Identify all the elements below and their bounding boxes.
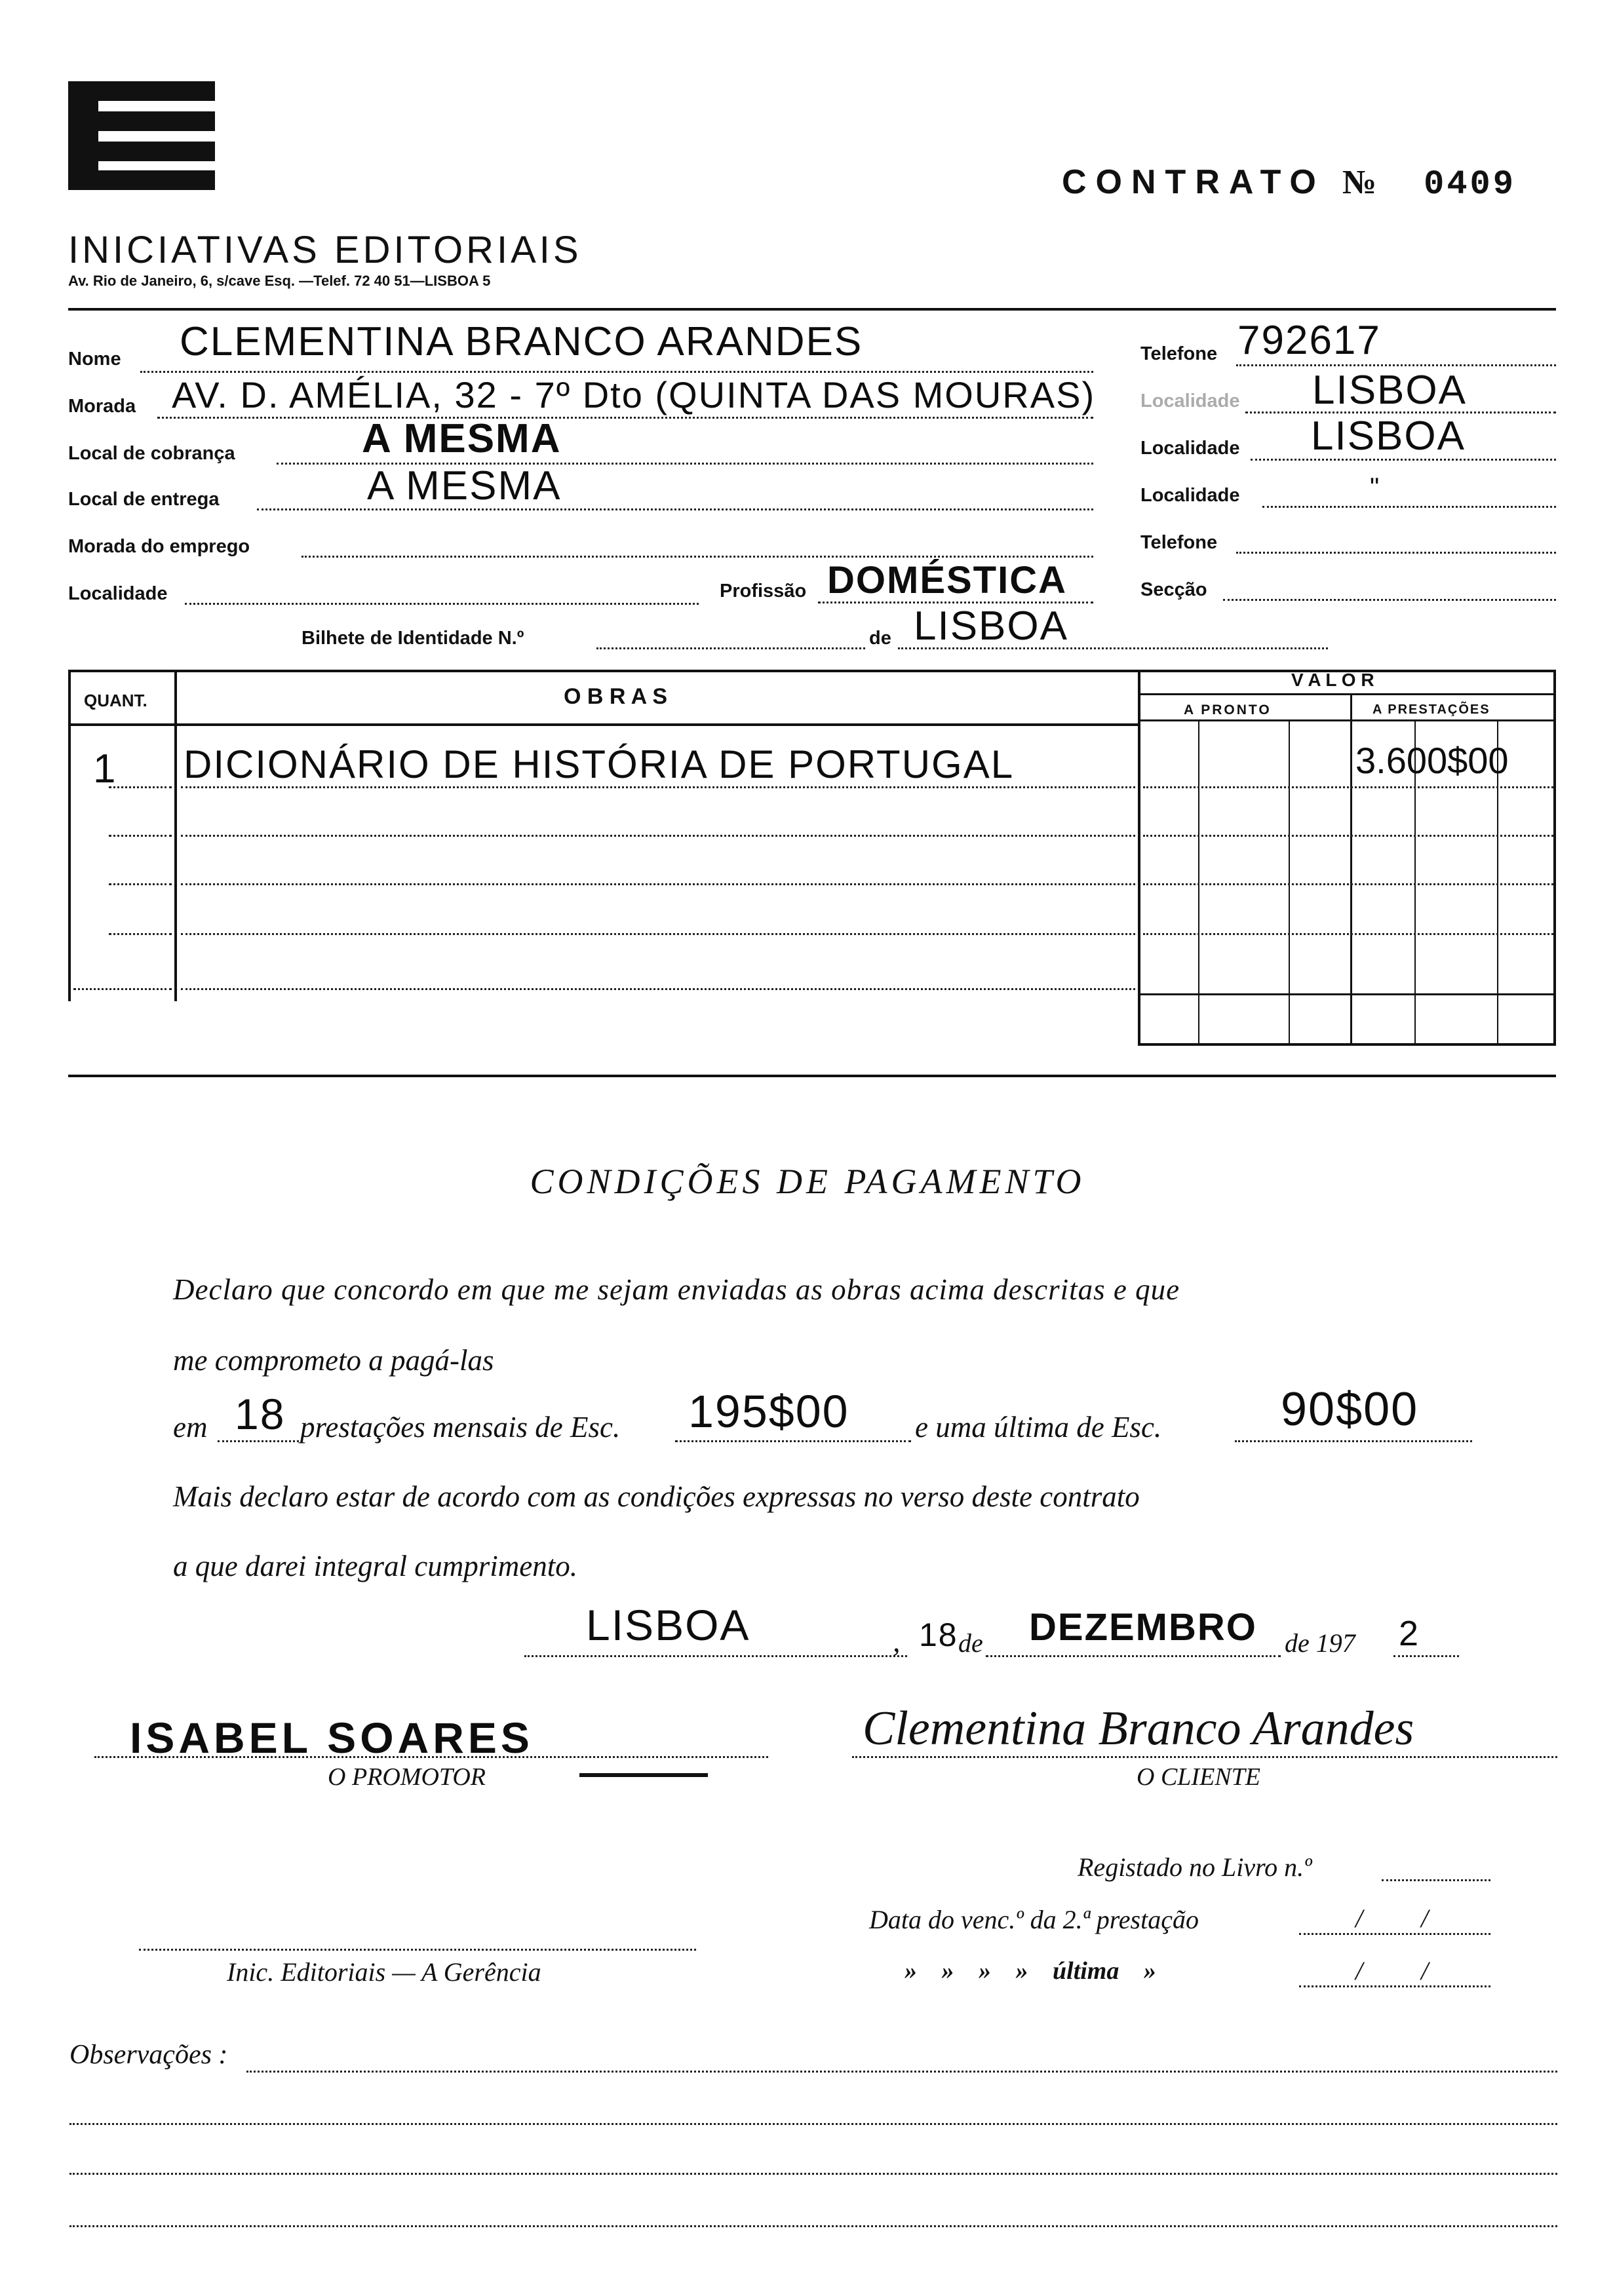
obras-header: O B R A S: [564, 684, 668, 709]
valor-ultima-value[interactable]: 90$00: [1281, 1383, 1419, 1436]
emprego-label: Morada do emprego: [68, 536, 250, 557]
observacoes-line-4[interactable]: [69, 2225, 1557, 2227]
row-1-quant[interactable]: 1: [93, 746, 117, 792]
telefone-label-2: Telefone: [1140, 532, 1218, 553]
gerencia-line: [139, 1949, 696, 1951]
conditions-line-4: Mais declaro estar de acordo com as condições expressas no verso deste contrato: [173, 1480, 1140, 1513]
cliente-signature[interactable]: Clementina Branco Arandes: [863, 1702, 1414, 1755]
conditions-line-1: Declaro que concordo em que me sejam enviadas as obras acima descritas e que: [173, 1273, 1180, 1306]
valor-prestacao-line: [675, 1440, 911, 1442]
localidade-value-1[interactable]: LISBOA: [1312, 368, 1467, 413]
localidade-label-3: Localidade: [1140, 485, 1240, 506]
ultima-slash-2: /: [1421, 1956, 1429, 1985]
valor-header: V A L O R: [1291, 670, 1374, 690]
prestacoes-text: prestações mensais de Esc.: [300, 1411, 621, 1444]
contract-label: CONTRATO: [1062, 163, 1325, 201]
observacoes-label: Observações :: [69, 2040, 228, 2070]
morada-value[interactable]: AV. D. AMÉLIA, 32 - 7º Dto (QUINTA DAS MOURAS): [172, 374, 1096, 415]
cliente-label: O CLIENTE: [1137, 1763, 1260, 1791]
localidade-value-2[interactable]: LISBOA: [1311, 413, 1466, 459]
venc-slash-2: /: [1421, 1904, 1429, 1933]
ano-line: [1393, 1655, 1459, 1657]
date-de-2: de 197: [1285, 1628, 1355, 1658]
mes-value[interactable]: DEZEMBRO: [1029, 1606, 1257, 1649]
observacoes-line-3[interactable]: [69, 2173, 1557, 2175]
localidade-value-3[interactable]: ": [1370, 473, 1381, 502]
row-1-obra[interactable]: DICIONÁRIO DE HISTÓRIA DE PORTUGAL: [184, 742, 1015, 786]
ultima-slash-1: /: [1355, 1956, 1363, 1985]
obras-table: [68, 670, 1556, 1050]
num-prestacoes-value[interactable]: 18: [235, 1390, 286, 1438]
valor-prestacao-value[interactable]: 195$00: [688, 1386, 849, 1437]
localidade-label-4: Localidade: [68, 583, 168, 604]
promotor-underline: [579, 1773, 708, 1777]
ultima-text: e uma última de Esc.: [915, 1411, 1162, 1444]
conditions-line-2: me comprometo a pagá-las: [173, 1344, 494, 1377]
entrega-label: Local de entrega: [68, 489, 220, 510]
emprego-line: [302, 556, 1093, 558]
conditions-line-3-em: em: [173, 1411, 208, 1444]
company-logo: [68, 81, 215, 190]
nome-value[interactable]: CLEMENTINA BRANCO ARANDES: [180, 319, 863, 364]
telefone-label: Telefone: [1140, 343, 1218, 364]
registado-line: [1382, 1879, 1490, 1881]
conditions-line-5: a que darei integral cumprimento.: [173, 1550, 577, 1582]
date-comma: ,: [893, 1624, 901, 1658]
venc-line: [1299, 1933, 1490, 1935]
company-name: INICIATIVAS EDITORIAIS: [68, 229, 582, 271]
localidade-line-3: [1262, 506, 1556, 508]
nome-line: [140, 371, 1093, 373]
dia-value[interactable]: 18: [919, 1617, 958, 1653]
venc-slash-1: /: [1355, 1904, 1363, 1933]
mes-line: [986, 1655, 1281, 1657]
bi-line: [596, 647, 865, 649]
localidade-label-2: Localidade: [1140, 438, 1240, 459]
conditions-heading: CONDIÇÕES DE PAGAMENTO: [530, 1162, 1085, 1201]
local-line: [524, 1655, 907, 1657]
table-bottom-rule: [68, 1075, 1556, 1077]
profissao-value[interactable]: DOMÉSTICA: [827, 559, 1067, 602]
telefone-line-2: [1236, 552, 1556, 554]
header-rule: [68, 308, 1556, 311]
bi-de-value[interactable]: LISBOA: [914, 603, 1068, 649]
observacoes-line-2[interactable]: [69, 2123, 1557, 2125]
profissao-label: Profissão: [720, 581, 807, 602]
telefone-value[interactable]: 792617: [1237, 318, 1381, 363]
ultima-label: » » » » última »: [905, 1957, 1156, 1985]
cobranca-value[interactable]: A MESMA: [362, 416, 562, 461]
seccao-line: [1223, 599, 1556, 601]
pronto-header: A PRONTO: [1184, 702, 1272, 718]
number-sign: №: [1342, 164, 1378, 201]
registado-label: Registado no Livro n.º: [1078, 1852, 1312, 1882]
quant-header: QUANT.: [84, 691, 147, 710]
prestacoes-header: A PRESTAÇÕES: [1372, 702, 1490, 717]
seccao-label: Secção: [1140, 579, 1207, 600]
date-de-1: de: [958, 1628, 983, 1658]
ano-value[interactable]: 2: [1399, 1614, 1420, 1653]
promotor-label: O PROMOTOR: [328, 1763, 486, 1791]
nome-label: Nome: [68, 349, 121, 370]
venc-label: Data do venc.º da 2.ª prestação: [869, 1905, 1199, 1934]
ultima-line: [1299, 1985, 1490, 1987]
promotor-name[interactable]: ISABEL SOARES: [130, 1713, 534, 1762]
gerencia-label: Inic. Editoriais — A Gerência: [227, 1957, 541, 1987]
entrega-value[interactable]: A MESMA: [367, 463, 562, 508]
local-value[interactable]: LISBOA: [586, 1601, 750, 1649]
localidade-line-4: [185, 603, 699, 605]
bi-label: Bilhete de Identidade N.º: [302, 628, 524, 649]
cobranca-label: Local de cobrança: [68, 443, 235, 464]
bi-de-label: de: [869, 628, 891, 649]
company-address: Av. Rio de Janeiro, 6, s/cave Esq. —Telef. 72 40 51—LISBOA 5: [68, 273, 491, 289]
morada-label: Morada: [68, 396, 136, 417]
telefone-line: [1236, 364, 1556, 366]
localidade-label-1: Localidade: [1140, 391, 1240, 411]
morada-line: [157, 417, 1093, 419]
contract-number: [1062, 163, 1516, 204]
valor-ultima-line: [1235, 1440, 1472, 1442]
num-prestacoes-line: [218, 1440, 299, 1442]
observacoes-line-1[interactable]: [246, 2071, 1557, 2073]
contract-number-value: 0409: [1424, 165, 1516, 204]
row-1-prestacoes[interactable]: 3.600$00: [1355, 740, 1509, 781]
